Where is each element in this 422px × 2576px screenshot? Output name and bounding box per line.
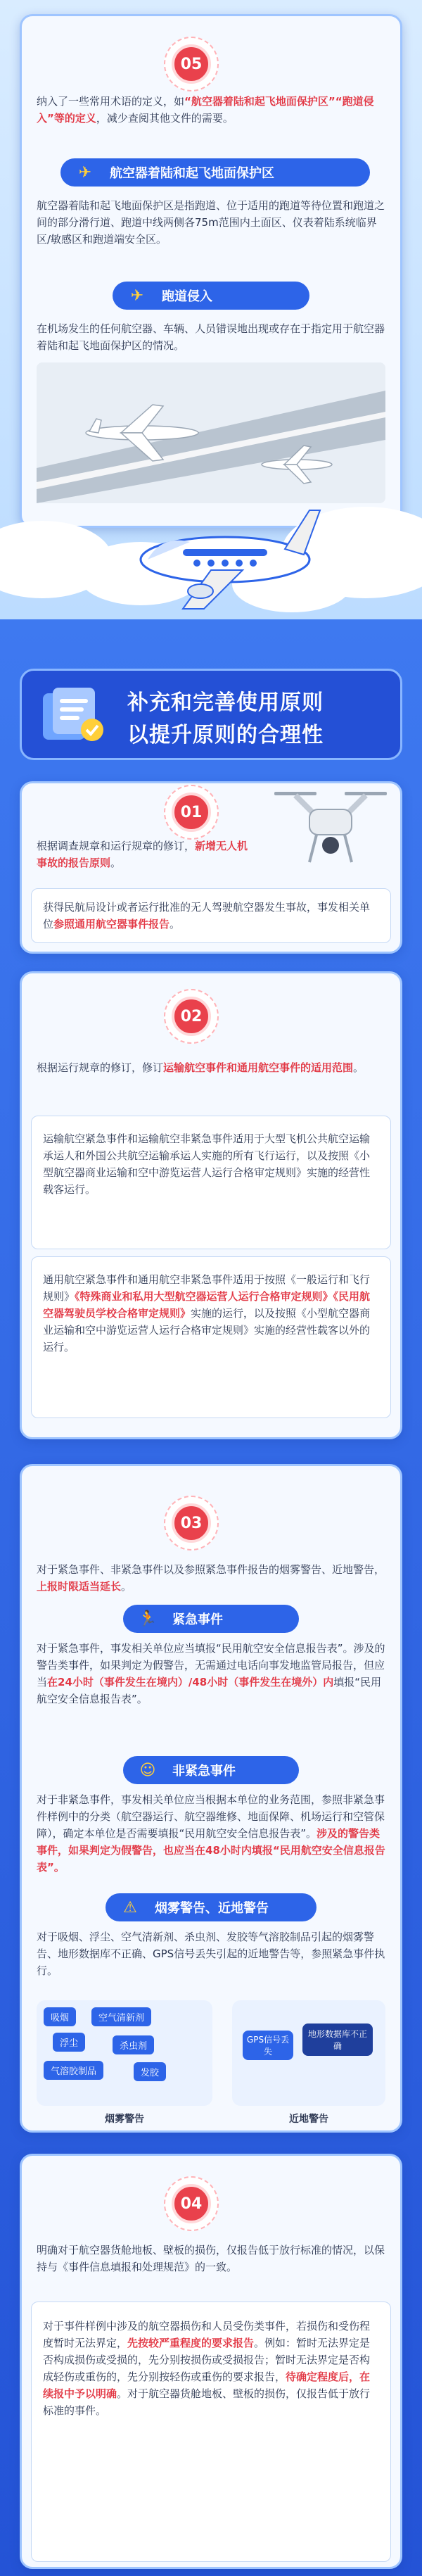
item-03-badge: 03 bbox=[172, 1503, 211, 1543]
item-03-subtitle-warnings: ⚠ 烟雾警告、近地警告 bbox=[106, 1893, 316, 1921]
item-05-subtitle-runway-incursion: ✈ 跑道侵入 bbox=[113, 282, 309, 310]
drone-icon bbox=[267, 778, 394, 869]
section-heading bbox=[20, 669, 402, 760]
item-03-subtitle-emergency: 🏃 紧急事件 bbox=[123, 1605, 299, 1633]
item-01-detail-box: 获得民航局设计或者运行批准的无人驾驶航空器发生事故，事发相关单位参照通用航空器事件报告。 bbox=[31, 888, 391, 943]
item-03-subtitle-non-emergency: ☺ 非紧急事件 bbox=[123, 1756, 299, 1784]
document-icon bbox=[37, 686, 108, 747]
item-05-protected-area-text: 航空器着陆和起飞地面保护区是指跑道、位于适用的跑道等待位置和跑道之间的部分滑行道、跑道中线两侧各75m范围内土面区、仪表着陆系统临界区/敏感区和跑道端安全区。 bbox=[37, 199, 385, 246]
item-04-intro: 明确对于航空器货舱地板、壁板的损伤，仅报告低于放行标准的情况，以保持与《事件信息填报和处理规范》的一致。 bbox=[37, 2244, 385, 2273]
smoke-tag: 发胶 bbox=[134, 2062, 166, 2081]
alert-icon: ⚠ bbox=[123, 1898, 137, 1917]
item-02-badge: 02 bbox=[172, 997, 211, 1036]
running-person-icon: 🏃 bbox=[138, 1610, 158, 1628]
airplane-illustration bbox=[120, 493, 331, 612]
near-ground-tag: GPS信号丢失 bbox=[243, 2031, 293, 2060]
airplane-icon: ✈ bbox=[78, 163, 92, 182]
runway-illustration bbox=[37, 362, 385, 503]
item-02-intro: 根据运行规章的修订，修订运输航空事件和通用航空事件的适用范围。 bbox=[37, 1061, 364, 1074]
smoke-tag: 空气清新剂 bbox=[91, 2007, 151, 2026]
item-03-intro: 对于紧急事件、非紧急事件以及参照紧急事件报告的烟雾警告、近地警告，上报时限适当延长。 bbox=[37, 1563, 385, 1593]
item-05-intro: 纳入了一些常用术语的定义，如“航空器着陆和起飞地面保护区”“跑道侵入”等的定义，减少查阅其他文件的需要。 bbox=[37, 95, 374, 125]
section-heading-line1: 补充和完善使用原则 bbox=[127, 690, 324, 715]
item-02-transport-box: 运输航空紧急事件和运输航空非紧急事件适用于大型飞机公共航空运输承运人和外国公共航空运输承运人实施的所有飞行运行，以及按照《小型航空器商业运输和空中游览运营人运行合格审定规则》实施的经营性载客运行。 bbox=[31, 1116, 391, 1249]
near-ground-tag: 地形数据库不正确 bbox=[302, 2023, 373, 2056]
airplane-takeoff-icon: ✈ bbox=[130, 286, 144, 305]
item-04-badge: 04 bbox=[172, 2184, 211, 2223]
item-03-warnings-text: 对于吸烟、浮尘、空气清新剂、杀虫剂、发胶等气溶胶制品引起的烟雾警告、地形数据库不正确、GPS信号丢失引起的近地警告等，参照紧急事件执行。 bbox=[37, 1931, 385, 1977]
item-01-intro: 根据调查规章和运行规章的修订，新增无人机事故的报告原则。 bbox=[37, 840, 248, 869]
smoke-tag: 杀虫剂 bbox=[113, 2035, 154, 2054]
item-02-general-box: 通用航空紧急事件和通用航空非紧急事件适用于按照《一般运行和飞行规则》《特殊商业和私用大型航空器运营人运行合格审定规则》《民用航空器驾驶员学校合格审定规则》实施的运行，以及按照《小型航空器商业运输和空中游览运营人运行合格审定规则》实施的经营性载客以外的运行。 bbox=[31, 1256, 391, 1418]
item-03-non-emergency-text: 对于非紧急事件，事发相关单位应当根据本单位的业务范围，参照非紧急事件样例中的分类（航空器运行、航空器维修、地面保障、机场运行和空管保障），确定本单位是否需要填报“民用航空安全信息报告表”。涉及的警告类事件，如果判定为假警告，也应当在48小时内填报“民用航空安全信息报告表”。 bbox=[37, 1793, 385, 1874]
item-03-emergency-text: 对于紧急事件，事发相关单位应当填报“民用航空安全信息报告表”。涉及的警告类事件，如果判定为假警告，无需通过电话向事发地监管局报告，但应当在24小时（事件发生在境内）/48小时（事件发生在境外）内填报“民用航空安全信息报告表”。 bbox=[37, 1642, 385, 1705]
item-04-detail-box: 对于事件样例中涉及的航空器损伤和人员受伤类事件，若损伤和受伤程度暂时无法界定，先按较严重程度的要求报告。例如：暂时无法界定是否构成损伤或受损的，先分别按损伤或受损报告；暂时无法界定是否构成轻伤或重伤的，先分别按轻伤或重伤的要求报告，待确定程度后，在续报中予以明确。对于航空器货舱地板、壁板的损伤，仅报告低于放行标准的事件。 bbox=[31, 2302, 391, 2562]
item-05-runway-incursion-text: 在机场发生的任何航空器、车辆、人员错误地出现或存在于指定用于航空器着陆和起飞地面保护区的情况。 bbox=[37, 322, 385, 352]
item-01-badge: 01 bbox=[172, 793, 211, 832]
near-ground-caption: 近地警告 bbox=[289, 2114, 328, 2125]
item-05-subtitle-protected-area: ✈ 航空器着陆和起飞地面保护区 bbox=[60, 158, 370, 187]
smoke-warning-caption: 烟雾警告 bbox=[105, 2114, 144, 2125]
smoke-tag: 吸烟 bbox=[44, 2007, 76, 2026]
smoke-tag: 浮尘 bbox=[53, 2033, 85, 2052]
smoke-tag: 气溶胶制品 bbox=[44, 2061, 103, 2080]
person-icon: ☺ bbox=[139, 1761, 156, 1779]
item-05-badge: 05 bbox=[172, 44, 211, 84]
section-heading-line2: 以提升原则的合理性 bbox=[127, 723, 324, 747]
